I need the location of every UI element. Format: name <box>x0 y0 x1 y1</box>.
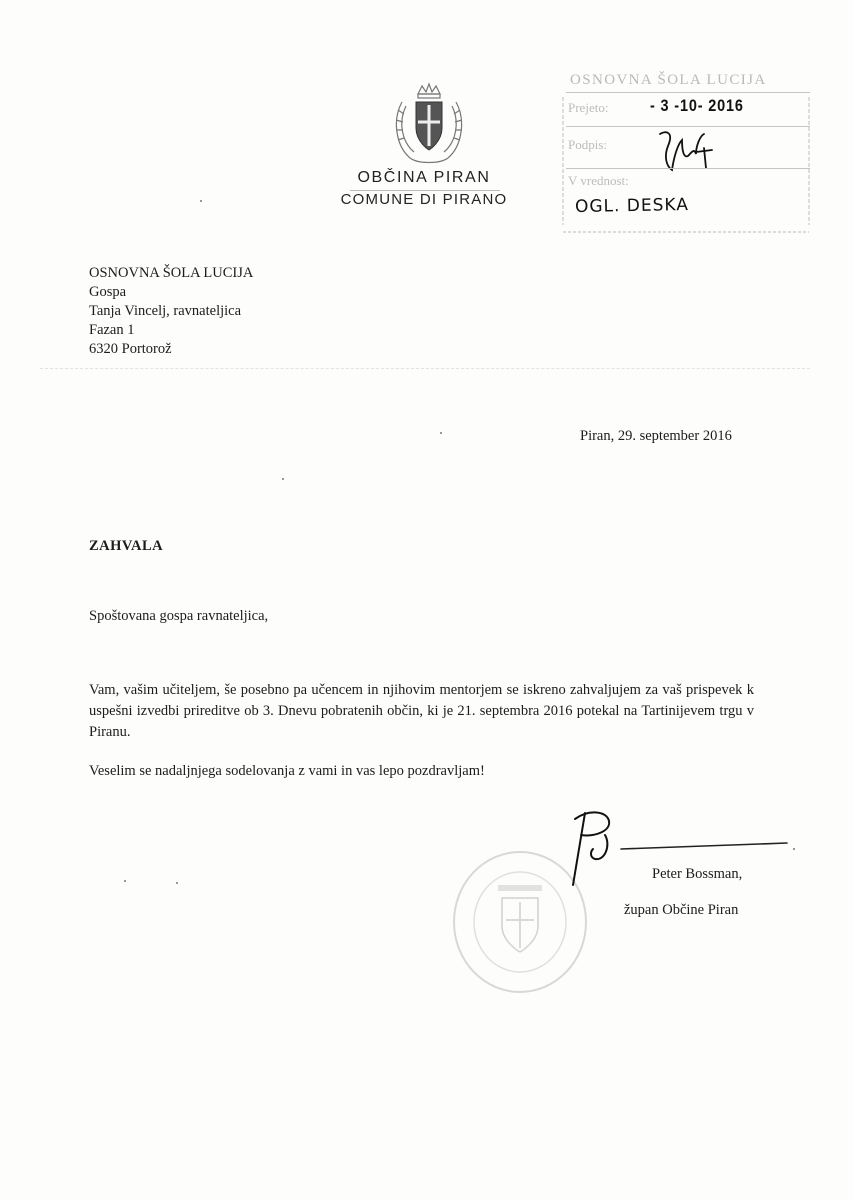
address-fold-line <box>40 368 810 370</box>
stamp-value-label: V vrednost: <box>568 173 629 188</box>
stamp-handwritten-note: OGL. DESKA <box>574 195 690 217</box>
recipient-line: Gospa <box>89 284 127 300</box>
org-name-it: COMUNE DI PIRANO <box>340 191 508 208</box>
recipient-line: OSNOVNA ŠOLA LUCIJA <box>89 265 254 281</box>
municipal-crest-icon <box>388 80 470 170</box>
stamp-signature-label: Podpis: <box>568 137 608 152</box>
salutation: Spoštovana gospa ravnateljica, <box>89 608 269 624</box>
stamp-divider <box>566 92 810 93</box>
scan-speck <box>793 848 795 850</box>
signer-title: župan Občine Piran <box>624 902 739 918</box>
stamp-received-date: - 3 -10- 2016 <box>650 96 744 115</box>
stamp-institution: OSNOVNA ŠOLA LUCIJA <box>570 72 767 88</box>
letter-date: Piran, 29. september 2016 <box>580 428 732 444</box>
stamp-divider <box>566 168 810 169</box>
recipient-line: Fazan 1 <box>89 322 135 338</box>
scan-speck <box>282 478 284 480</box>
letter-subject: ZAHVALA <box>89 538 164 554</box>
org-name-sl: OBČINA PIRAN <box>357 169 491 186</box>
scan-speck <box>124 880 126 882</box>
body-paragraph: Vam, vašim učiteljem, še posebno pa učencem in njihovim mentorjem se iskreno zahvaljujem za vaš prispevek k uspešni izvedbi prireditve ob 3. Dnevu pobratenih občin, ki je 21. septembra 2016 potekal na Tartinijevem trgu v Piranu. <box>89 682 754 740</box>
closing-sentence: Veselim se nadaljnjega sodelovanja z vami in vas lepo pozdravljam! <box>89 763 485 779</box>
scan-speck <box>176 882 178 884</box>
recipient-line: Tanja Vincelj, ravnateljica <box>89 303 242 319</box>
scan-speck <box>440 432 442 434</box>
signer-name: Peter Bossman, <box>652 866 743 882</box>
scan-speck <box>200 200 202 202</box>
recipient-line: 6320 Portorož <box>89 341 172 357</box>
stamp-received-label: Prejeto: <box>568 100 609 115</box>
